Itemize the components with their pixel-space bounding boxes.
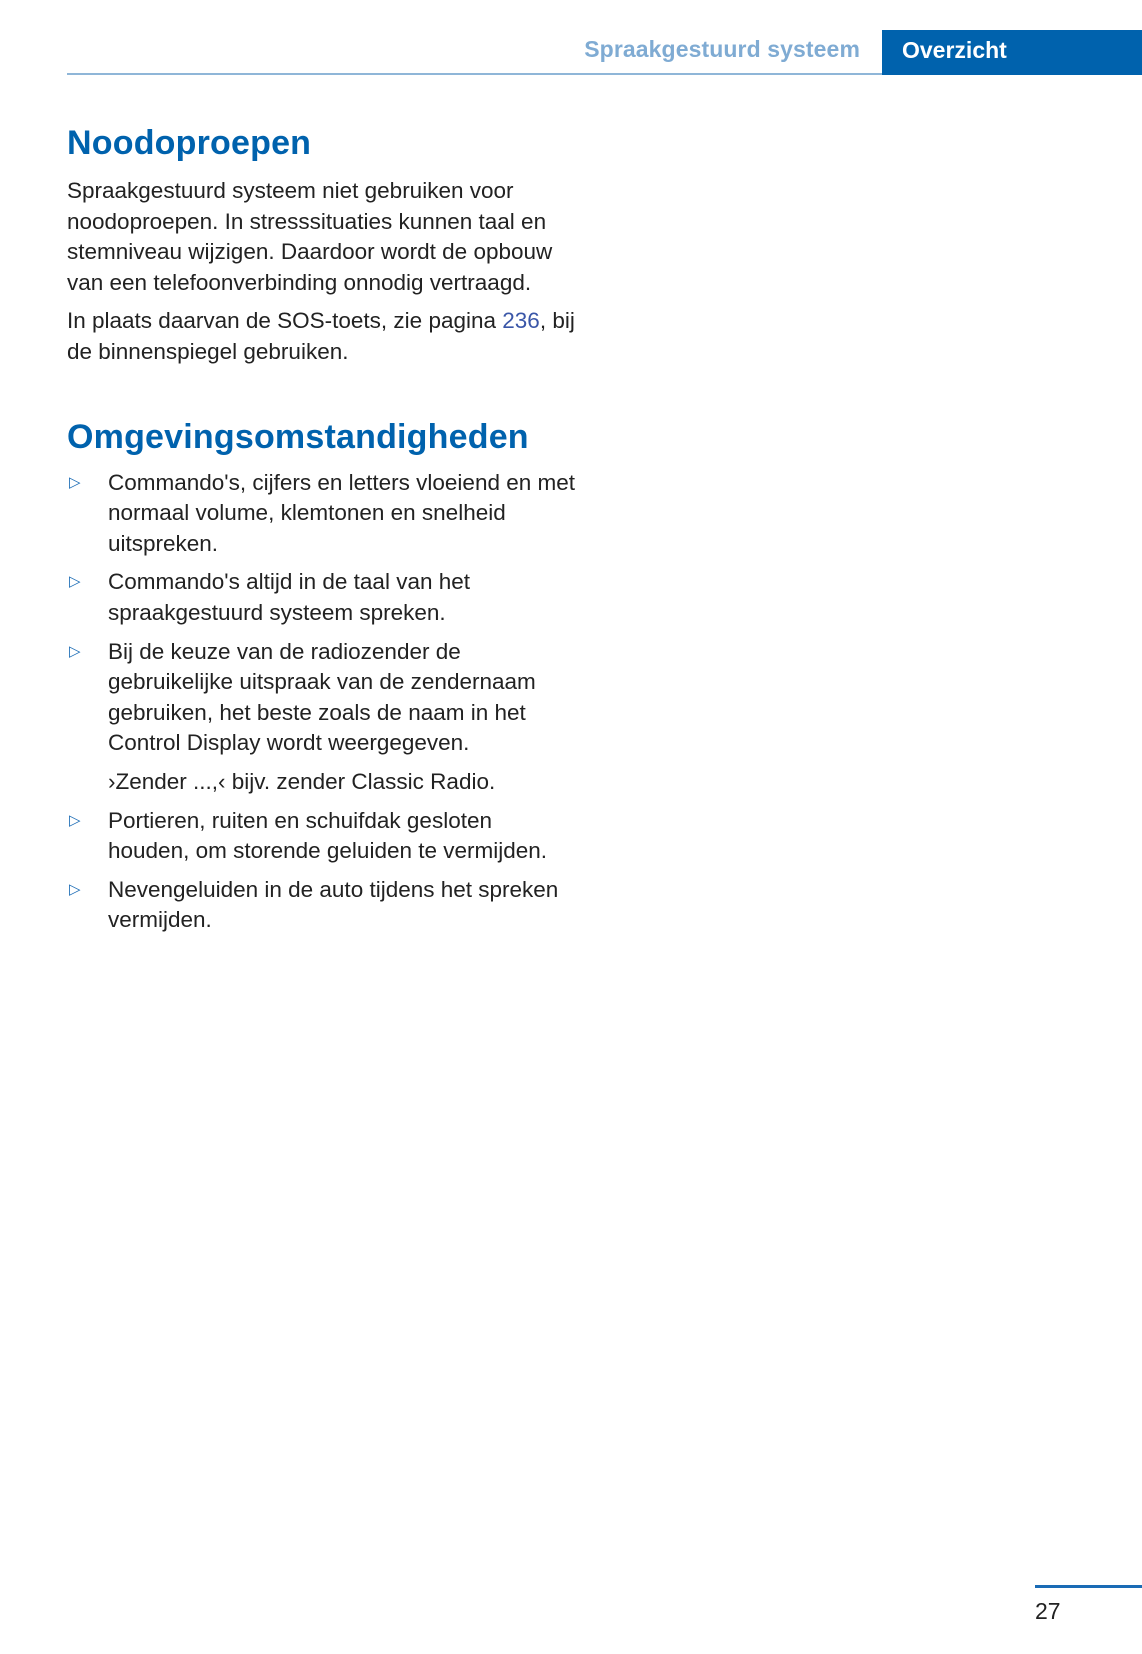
section-title: Spraakgestuurd systeem xyxy=(584,36,860,62)
paragraph-sos-reference xyxy=(67,306,577,367)
triangle-right-outline-icon: ▷ xyxy=(69,642,81,660)
list-item-text: Nevengeluiden in de auto tijdens het spreken vermijden. xyxy=(108,876,559,933)
list-item-text: Commando's altijd in de taal van het spraakgestuurd systeem spreken. xyxy=(108,569,470,625)
conditions-list xyxy=(67,468,577,936)
list-item xyxy=(67,567,577,628)
footer-rule xyxy=(1035,1585,1142,1588)
chapter-title: Overzicht xyxy=(902,37,1007,63)
page-number: 27 xyxy=(1035,1598,1061,1624)
heading-omgevingsomstandigheden: Omgevingsomstandigheden xyxy=(67,417,529,456)
list-item-text: Portieren, ruiten en schuifdak gesloten houden, om storende geluiden te vermijden. xyxy=(108,807,548,864)
page-link-236[interactable]: 236 xyxy=(502,308,540,334)
chapter-tab xyxy=(882,30,1142,75)
list-item-text: Bij de keuze van de radiozender de gebruikelijke uitspraak van de zendernaam gebruiken, het beste zoals de naam in het Control Display wordt weergegeven. xyxy=(108,638,536,756)
reference-text-after: , bij de binnenspiegel gebruiken. xyxy=(67,308,575,364)
list-item xyxy=(67,637,577,798)
list-item xyxy=(67,468,577,560)
list-item-text: Commando's, cijfers en letters vloeiend en met normaal volume, klemtonen en snelheid uitspreken. xyxy=(108,469,576,556)
list-item xyxy=(67,875,577,936)
triangle-right-outline-icon: ▷ xyxy=(69,573,81,591)
triangle-right-outline-icon: ▷ xyxy=(69,811,81,829)
triangle-right-outline-icon: ▷ xyxy=(69,473,81,491)
reference-text-before: In plaats daarvan de SOS-toets, zie pagina xyxy=(67,308,503,334)
paragraph-noodoproepen: Spraakgestuurd systeem niet gebruiken voor noodoproepen. In stresssituaties kunnen taal en stemniveau wijzigen. Daardoor wordt de opbouw van een telefoonverbinding onnodig vertraagd. xyxy=(67,178,553,295)
header-rule xyxy=(67,73,882,75)
triangle-right-outline-icon: ▷ xyxy=(69,880,81,898)
page-content xyxy=(67,122,577,944)
list-item-example: ›Zender ...,‹ bijv. zender Classic Radio. xyxy=(108,768,496,794)
list-item xyxy=(67,806,577,867)
heading-noodoproepen: Noodoproepen xyxy=(67,124,312,162)
